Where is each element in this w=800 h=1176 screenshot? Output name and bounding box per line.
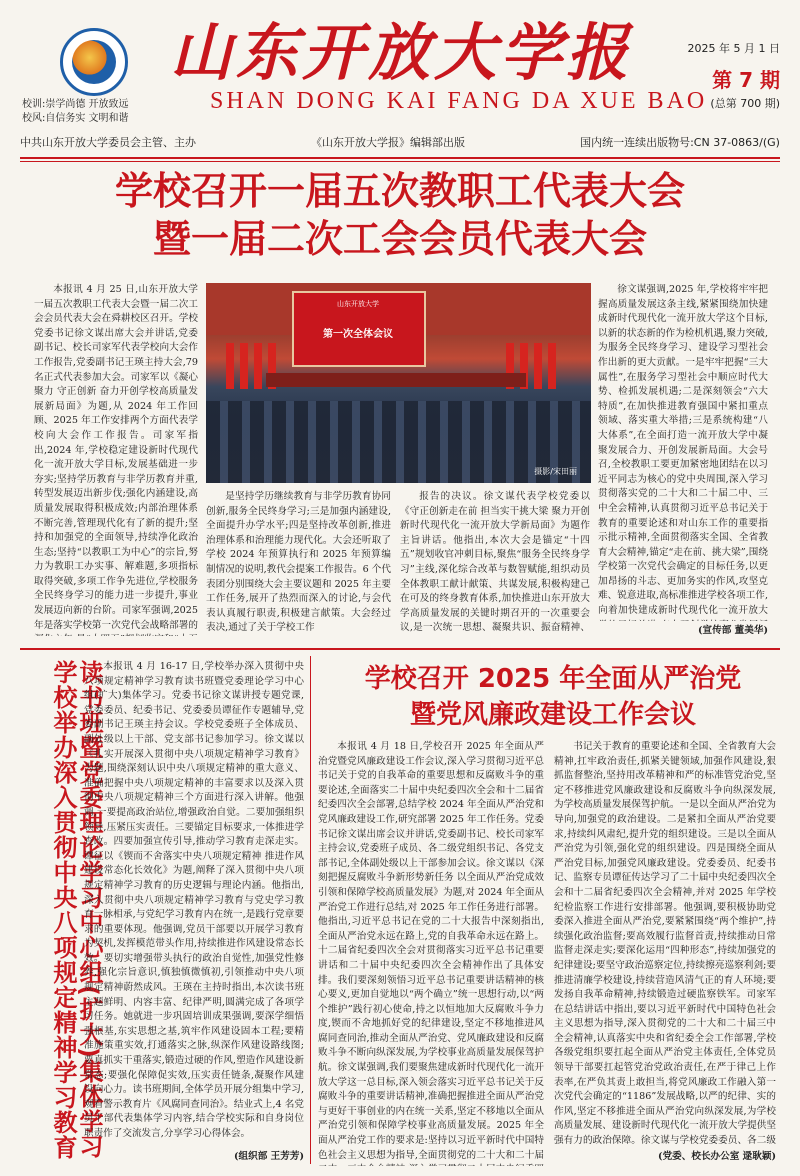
article2-headline: 读书班暨党委理论学习中心组(扩大)集体学习 学校举办深入贯彻中央八项规定精神学习教育 — [49, 660, 103, 1160]
article1-headline-line2: 暨一届二次工会会员代表大会 — [152, 217, 647, 261]
article3-headline-line2: 暨党风廉政建设工作会议 — [409, 700, 696, 730]
flag — [240, 343, 248, 389]
article3-column-2: 书记关于教育的重要论述和全国、全省教育大会精神,扛牢政治责任,抓紧关键领域,加强作风建设,狠抓监督整治,坚持用改革精神和严的标准管党治党,坚定不移推进党风廉政建设和反腐败斗争向纵深发展,为学校高质量发展保驾护航。一是以全面从严治党为导向,加强党的政治建设。二是紧扣全面从严治党要求,持续纠风肃纪,提升党的组织建设。三是以全面从严治党为引领,强化党的组织建设。四是围绕全面从严治党目标,加强党风廉政建设。党委委员、纪委书记、监察专员谭征传达学习了二十届中央纪委四次全会和十二届省纪委四次全会精神,并对 2025 年学校纪检监察工作进行安排部署。他强调,要积极协助党委深入推进全面从严治党,要紧紧围绕“两个维护”,持续强化政治监督;要高效履行监督首责,持续推动日常监督走深走实;要深化运用“四种形态”,持续加强党的纪律建设;要坚守政治巡察定位,持续擦亮巡察利剑;要推进清廉学校建设,持续营造风清气正的育人环境;要发扬自我革命精神,持续锻造过硬监察铁军。司家军在总结讲话中指出,要以习近平新时代中国特色社会主义思想为指导,深入贯彻党的二十大和二十届三中全会精神,认真落实中央和省纪委全会工作部署,学校各级党组织要扛起全面从严治党主体责任,全体党员领导干部要扛起管党治党政治责任,在严于律己上作表率,在严负其责上敢担当,将党风廉政工作融入第一次党代会确定的“1186”发展战略,以严的纪律、实的作风,坚定不移推进全面从严治党向纵深发展,为学校高质量发展、建设新时代现代化一流开放大学提供坚强有力的政治保障。徐文谋与学校党委委员、各二级 — [554, 741, 776, 1147]
article1-headline-line1: 学校召开一届五次教职工代表大会 — [114, 169, 685, 213]
masthead-rule — [20, 157, 780, 159]
flag — [534, 343, 542, 389]
masthead-rule-thin — [20, 161, 780, 162]
logo-emblem-icon — [72, 40, 116, 84]
article1-column-3: 报告的决议。徐文谋代表学校党委以《守正创新走在前 担当实干挑大梁 聚力开创新时代现代化一流开放大学新局面》为题作主旨讲话。他指出,本次大会是锚定“十四五”规划收官冲刺目标,聚焦“服务全民终身学习”主线,深化综合改革与数智赋能,组织动员全体教职工献计献策、共谋发展,积极构建己在可及的终身教育体系,加快推进山东开放大学高质量发展的关键时期召开的一次重要会议,是一次统一思想、凝聚共识、振奋精神、 — [400, 491, 590, 634]
editor-info: 《山东开放大学报》编辑部出版 — [311, 136, 466, 149]
school-logo — [60, 28, 128, 96]
audience — [206, 401, 591, 483]
flag — [226, 343, 234, 389]
article1-column-4: 徐文谋强调,2025 年,学校将牢牢把握高质量发展这条主线,紧紧围绕加快建成新时代现代化一流开放大学这个目标,以新的状态新的作为检机机遇,聚力突破,为服务全民终身学习、建设学习型社会作出新的更大贡献。一是牢牢把握“三大属性”,在服务学习型社会中顺应时代大势、检抓发展机遇;二是深刻领会“六大特质”,在加快推进教育强国中紧扣重点领域、落实重大举措;三是系统构建“八大体系”,在全面打造一流开放大学中凝聚发展合力、开创发展新局面。大会号召,全校教职工要更加紧密地团结在以习近平同志为核心的党中央周围,深入学习贯彻落实党的二十大和二十届二中、三中全会精神,认真贯彻习近平总书记关于教育的重要论述和对山东工作的重要指示批示精神,全面贯彻落实全国、全省教育大会精神,锚定“走在前、挑大梁”,围绕学校第一次党代会确定的目标任务,以更加昂扬的斗志、更加务实的作风,攻坚克难、锐意进取,高标准推进学校各项工作,向着加快建成新时代现代化一流开放大 — [598, 284, 768, 617]
stage-screen-text: 第一次全体会议 — [323, 329, 393, 340]
article1-signature: (宣传部 董美华) — [698, 625, 768, 636]
cn-number: 国内统一连续出版物号:CN 37-0863/(G) — [580, 136, 780, 149]
newspaper-title: 山东开放大学报 — [170, 16, 633, 89]
conference-photo — [206, 283, 591, 483]
article3-signature: (党委、校长办公室 逯耿颖) — [658, 1151, 776, 1162]
article2-signature: (组织部 王芳芳) — [234, 1151, 304, 1162]
stage-banner: 山东开放大学 — [337, 300, 379, 308]
motto-line-2: 校风:自信务实 文明和谐 — [22, 113, 129, 124]
publication-info-bar — [20, 134, 780, 152]
article3-column-1: 本报讯 4 月 18 日,学校召开 2025 年全面从严治党暨党风廉政建设工作会议,深入学习贯彻习近平总书记关于党的自我革命的重要思想和反腐败斗争的重要论述,全面落实二十届中央纪委四次全会和十二届省纪委四次全会部署,总结学校 2024 年全面从严治党和党风廉政建设工作,研究部署 2025 年工作任务。党委书记徐文谋出席会议并讲话,党委副书记、校长司家军主持会议,党委班子成员、各二级党组织书记、各党支部书记,全体副处级以上干部参加会议。徐文谋以《深刻把握反腐败斗争新形势新任务 以全面从严治党成效引领和保障学校高质量发展》为题,对 2024 年全面从严治党工作进行总结,对 2025 年工作任务进行部署。他指出,习近平总书记在党的二十大报告中深刻指出,全面从严治党永远在路上,党的自我革命永远在路上。十二届省纪委四次全会对贯彻落实习近平总书记重要讲话和二十届中央纪委四次全会精神作出了具体安排。我们要深刻领悟习近平总书记重要讲话精神的核心要义,更加自觉地以“两个确立”统一思想行动,以“两个维护”践行初心使命,持之以恒地加大反腐败斗争力度,锲而不舍地抓好党的纪律建设,坚定不移地推进风腐同查同治,推动全面从严治党、党风廉政建设和反腐败斗争不断向纵深发展,为学校事业高质量发展保驾护航。徐文谋强调,我们要聚焦建成新时代现代化一流开放大学这一总目标,深入领会落实习近平总书记关于反腐败斗争的重要讲话精神,准确把握推进全面从严治党与更好干事创业的内在统一关系,坚定不移地以全面从严治党引领和保障学校事业高质量发展。2025 年全面从严治党工作的要求是:坚持以习近平新时代中国特色社会主义思想为指导,全面贯彻党的二十大和二十届 — [318, 741, 544, 1161]
issue-date: 2025 年 5 月 1 日 — [687, 42, 780, 55]
issue-info — [688, 40, 780, 111]
newspaper-pinyin: SHAN DONG KAI FANG DA XUE BAO — [210, 88, 708, 114]
presidium-table — [266, 373, 526, 387]
article1-column-2: 是坚持学历继续教育与非学历教育协同创新,服务全民终身学习;三是加强内涵建设,全面提升办学水平;四是坚持改革创新,推进治理体系和治理能力现代化。大会还听取了学校 2024 年预算执行和 2025 年预算编制情况的说明,教代会提案工作报告。6 个代表团分别围绕大会主要议题和 2025 年主要工作任务,展开了热烈而深入的讨论,与会代表认真履行职责,积极建言献策。大会经过表决,通过了关于学校工作 — [206, 491, 391, 634]
school-motto — [22, 98, 129, 126]
photo-credit: 摄影/宋田丽 — [534, 467, 577, 476]
motto-line-1: 校训:崇学尚德 开放致远 — [22, 99, 129, 110]
issue-number: 第 7 期 — [712, 68, 780, 92]
article1-column-1: 本报讯 4 月 25 日,山东开放大学一届五次教职工代表大会暨一届二次工会会员代表大会在舜耕校区召开。学校党委书记徐文谋出席大会并讲话,党委副书记、校长司家军代表学校向大会作工作报告,党委副书记王瑛主持大会,79 名正式代表参加大会。司家军以《凝心聚力 守正创新 奋力开创学校高质量发展新局面》为题,从 2024 年工作回顾、2025 年工作安排两个方面代表学校向大会作工作报告。司家军指出,2024 年,学校稳定建设新时代现代化一流开放大学目标,发展基础进一步夯实;坚持学历教育与非学历教育并重,转型发展迈出新步伐;强化内涵建设,高质量发展取得积极成效;内部治理体系不断完善,管理现代化有了新的提升;坚持和加强党的全面领导,持续净化政治生态;坚持“以教职工为中心”的宗旨,努力为教职工办实事、解难题,多项指标取得突破,多项工作争先进位,学校服务全民终身学习的能力进一步提升,事业发展迈向新的台阶。司家军强调,2025 年是落实学校第一次党代会战略部署的 — [34, 284, 198, 631]
flag — [548, 343, 556, 389]
issue-total: (总第 700 期) — [710, 97, 780, 110]
article3-headline-line1: 学校召开 2025 年全面从严治党 — [364, 664, 742, 694]
sponsor-info: 中共山东开放大学委员会主管、主办 — [20, 136, 196, 149]
article2-body: 本报讯 4 月 16-17 日,学校举办深入贯彻中央八项规定精神学习教育读书班暨党委理论学习中心组(扩大)集体学习。党委书记徐文谋讲授专题党课,党委委员、纪委书记、党委委员谭征作专题辅导,党委副书记王瑛主持会议。学校党委班子全体成员、副处级以上干部、党支部书记参加学习。徐文谋以《扎实开展深入贯彻中央八项规定精神学习教育》为题,围绕深刻认识中央八项规定精神的重大意义、准确把握中央八项规定精神的丰富要求以及深入贯彻中央八项规定精神三个方面进行深入讲解。他强调,一要提高政治站位,增强政治自觉。二要加强组织领导,压紧压实责任。三要锚定目标要求,一体推进学查改。四要加强宣传引导,推动学习教育走深走实。谭征以《锲而不舍落实中央八项规定精神 推进作风建设常态化长效化》为题,阐释了深入贯彻中央八项规定精神学习教育的历史逻辑与理论内涵。他指出,深入贯彻中央八项规定精神学习教育与党史学习教育一脉相承,与党纪学习教育内在统一,是践行党章要求的重要体现。他强调,党员干部要以开展学习教育为契机,发挥模范带头作用,持续推进作风建设常态长效。要切实增强带头执行的政治自觉性,加强党性修养,强化宗旨意识,慎独慎微慎初,引领推动中央八项规定精神蔚然成风。王瑛在主持时指出,本次读书班主题鲜明、内容丰富、纪律严明,圆满完成了各项学习任务。她就进一步巩固培训成果强调,要深学细悟强根基,东实思想之基,筑牢作风建设固本工程;要精准施策重实效,打通落实之脉,纵深作风建设路线图;要真抓实干重落实,锻造过硬的作风,塑造作风建设新常态;要强化保障促实效,压实责任链条,凝聚作风建设向心力。读书班期间,全体学员开展分组集中学习,观看警示教育片《风腐同查同治》。结业式上,4 名党员干部代表集体学习内容,结合学校实际和自身岗位职责作了交流发言,分享学习心得体会。 — [84, 661, 304, 1139]
flag — [254, 343, 262, 389]
column-divider — [310, 656, 311, 1164]
section-divider — [20, 648, 780, 650]
